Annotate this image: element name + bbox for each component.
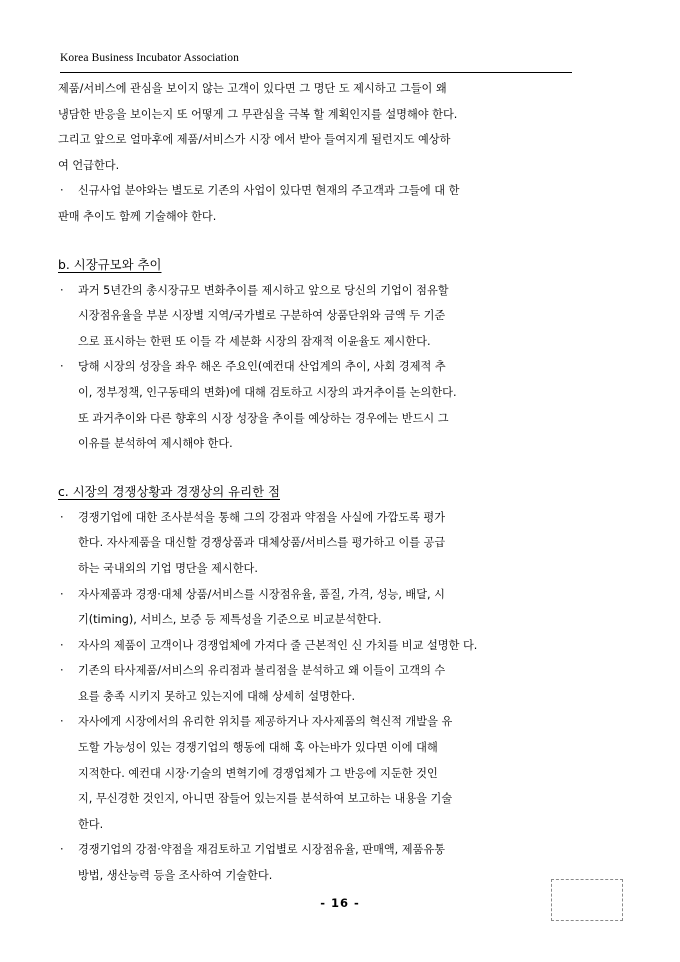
text-line: 당해 시장의 성장을 좌우 해온 주요인(예컨대 산업계의 추이, 사회 경제적 추 xyxy=(78,360,446,374)
text-line: 자사에게 시장에서의 유리한 위치를 제공하거나 자사제품의 혁신적 개발을 유 xyxy=(78,715,453,729)
text-line: 요를 충족 시키지 못하고 있는지에 대해 상세히 설명한다. xyxy=(78,689,356,703)
text-line: 지, 무신경한 것인지, 아니면 잠들어 있는지를 분석하여 보고하는 내용을 기술 xyxy=(78,792,453,806)
bullet-item xyxy=(58,505,624,582)
text-line: 판매 추이도 함께 기술해야 한다. xyxy=(58,209,217,223)
text-line: 방법, 생산능력 등을 조사하여 기술한다. xyxy=(78,869,273,883)
text-line: 신규사업 분야와는 별도로 기존의 사업이 있다면 현재의 주고객과 그들에 대 한 xyxy=(78,184,460,198)
text-line: 그리고 앞으로 얼마후에 제품/서비스가 시장 에서 받아 들여지게 될런지도 예상하 xyxy=(58,133,451,147)
bullet-dot: · xyxy=(60,715,64,729)
stamp-box xyxy=(551,879,623,921)
text-line: 이유를 분석하여 제시해야 한다. xyxy=(78,437,233,451)
bullet-dot: · xyxy=(60,587,64,601)
text-line: 도할 가능성이 있는 경쟁기업의 행동에 대해 혹 아는바가 있다면 이에 대해 xyxy=(78,741,438,755)
document-body xyxy=(58,76,624,889)
text-line: 자사제품과 경쟁·대체 상품/서비스를 시장점유율, 품질, 가격, 성능, 배달, 시 xyxy=(78,587,445,601)
running-header: Korea Business Incubator Association xyxy=(60,52,239,64)
bullet-dot: · xyxy=(60,664,64,678)
text-line: 냉담한 반응을 보이는지 또 어떻게 그 무관심을 극복 할 계획인지를 설명해야 한다. xyxy=(58,107,458,121)
section-title: b. 시장규모와 추이 xyxy=(58,256,162,272)
text-line: 지적한다. 예컨대 시장·기술의 변혁기에 경쟁업체가 그 반응에 지둔한 것인 xyxy=(78,766,438,780)
section-title: c. 시장의 경쟁상황과 경쟁상의 유리한 점 xyxy=(58,483,280,499)
bullet-dot: · xyxy=(60,843,64,857)
text-line: 경쟁기업에 대한 조사분석을 통해 그의 강점과 약점을 사실에 가깝도록 평가 xyxy=(78,510,446,524)
section-competition xyxy=(58,478,624,889)
text-line: 기(timing), 서비스, 보증 등 제특성을 기준으로 비교분석한다. xyxy=(78,613,382,627)
bullet-item xyxy=(58,354,624,456)
text-line: 여 언급한다. xyxy=(58,158,120,172)
text-line: 제품/서비스에 관심을 보이지 않는 고객이 있다면 그 명단 도 제시하고 그들이 왜 xyxy=(58,82,447,95)
bullet-item xyxy=(58,837,624,888)
bullet-dot: · xyxy=(60,360,64,374)
text-line: 자사의 제품이 고객이나 경쟁업체에 가져다 줄 근본적인 신 가치를 비교 설명한 다. xyxy=(78,638,478,652)
bullet-dot: · xyxy=(60,510,64,524)
text-line: 기존의 타사제품/서비스의 유리점과 불리점을 분석하고 왜 이들이 고객의 수 xyxy=(78,664,446,678)
text-line: 경쟁기업의 강점·약점을 재검토하고 기업별로 시장점유율, 판매액, 제품유통 xyxy=(78,843,446,857)
bullet-dot: · xyxy=(60,638,64,652)
text-line: 한다. xyxy=(78,817,104,831)
text-line: 과거 5년간의 총시장규모 변화추이를 제시하고 앞으로 당신의 기업이 점유할 xyxy=(78,283,449,297)
header-rule xyxy=(60,72,572,73)
text-line: 하는 국내외의 기업 명단을 제시한다. xyxy=(78,561,258,575)
page-number: - 16 - xyxy=(320,896,360,910)
text-line: 이, 정부정책, 인구동태의 변화)에 대해 검토하고 시장의 과거추이를 논의한다. xyxy=(78,385,457,399)
bullet-item xyxy=(58,278,624,355)
bullet-item xyxy=(58,709,624,837)
bullet-item xyxy=(58,178,624,229)
intro-paragraph xyxy=(58,76,624,178)
text-line: 한다. 자사제품을 대신할 경쟁상품과 대체상품/서비스를 평가하고 이를 공급 xyxy=(78,536,446,550)
bullet-dot: · xyxy=(60,184,64,198)
text-line: 으로 표시하는 한편 또 이들 각 세분화 시장의 잠재적 이윤율도 제시한다. xyxy=(78,334,431,348)
bullet-item xyxy=(58,658,624,709)
bullet-dot: · xyxy=(60,283,64,297)
section-market-size xyxy=(58,251,624,457)
text-line: 시장점유율을 부분 시장별 지역/국가별로 구분하여 상품단위와 금액 두 기준 xyxy=(78,309,446,323)
bullet-item xyxy=(58,582,624,633)
bullet-item xyxy=(58,633,624,659)
text-line: 또 과거추이와 다른 향후의 시장 성장을 추이를 예상하는 경우에는 반드시 그 xyxy=(78,411,449,425)
